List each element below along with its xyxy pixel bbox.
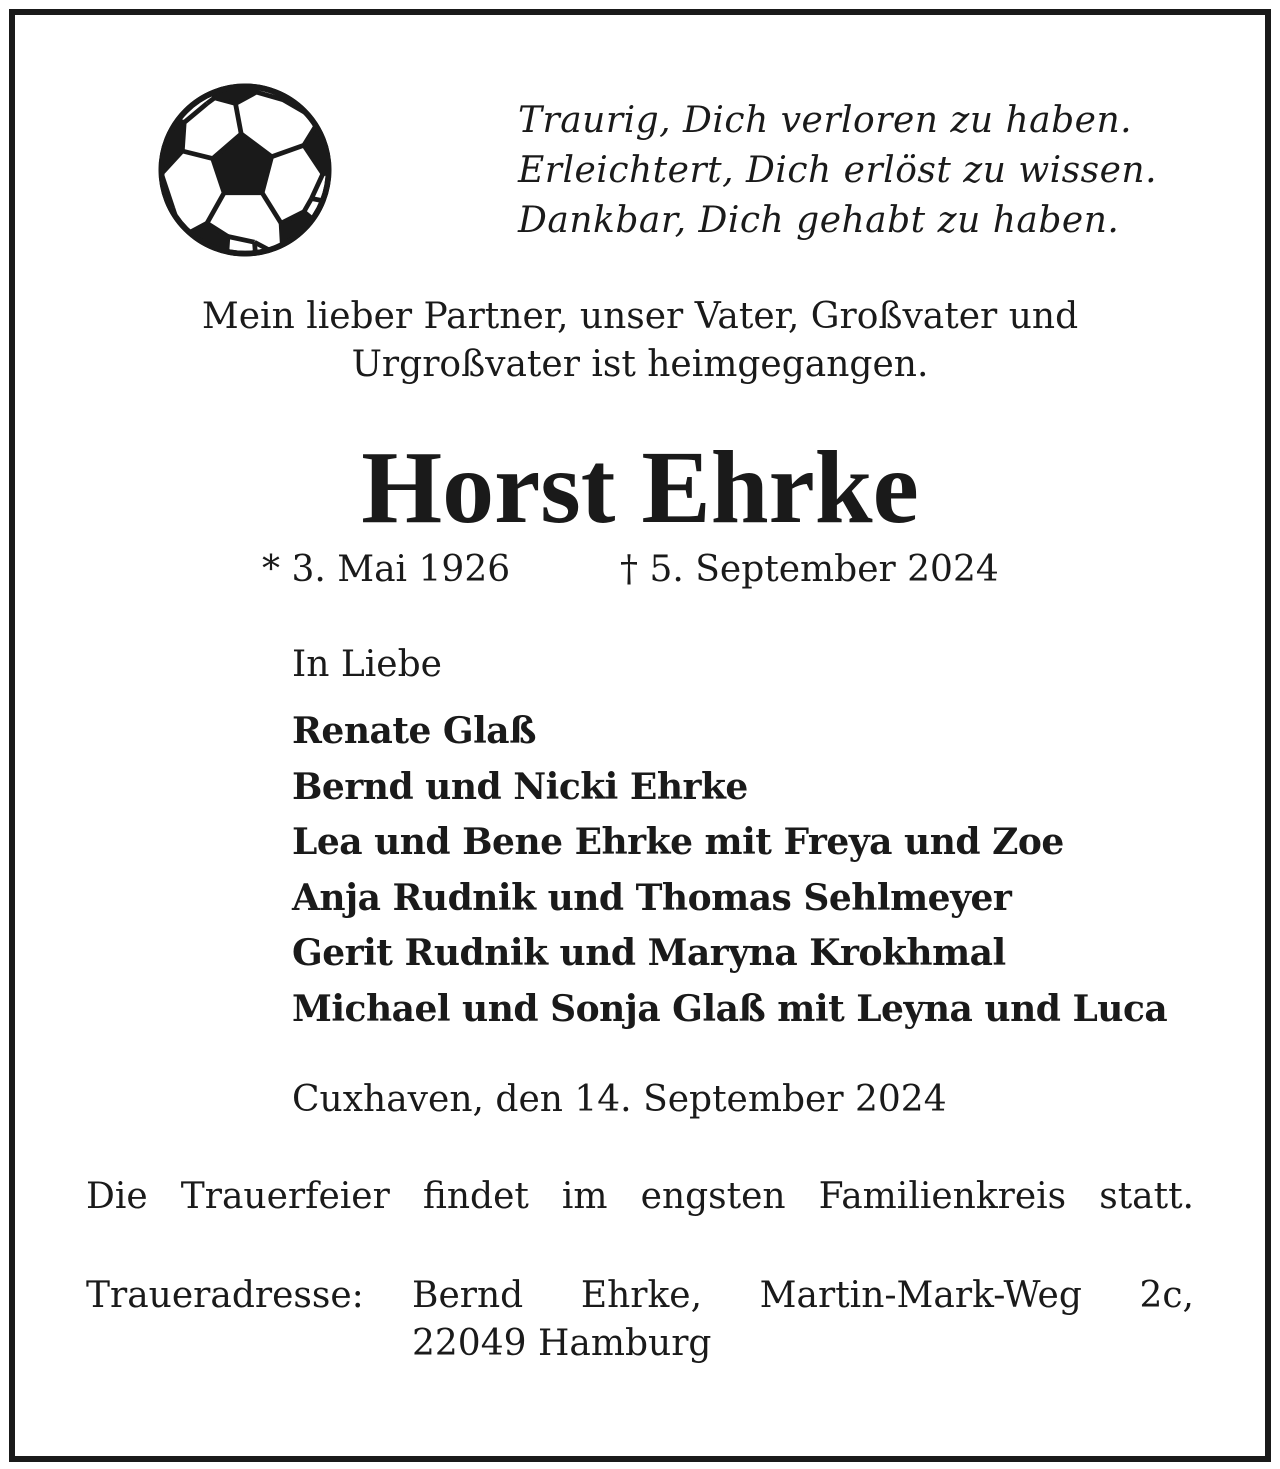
place-and-date: Cuxhaven, den 14. September 2024 — [292, 1079, 947, 1120]
mourner-line: Gerit Rudnik und Maryna Krokhmal — [292, 932, 1006, 974]
birth-date: * 3. Mai 1926 — [262, 549, 511, 590]
intro-line: Urgroßvater ist heimgegangen. — [351, 344, 929, 385]
quote-line: Erleichtert, Dich erlöst zu wissen. — [518, 150, 1158, 191]
ceremony-note: Die Trauerfeier findet im engsten Familienkreis statt. — [86, 1176, 1194, 1217]
address-line-2: 22049 Hamburg — [412, 1323, 712, 1364]
soccer-ball-icon — [150, 75, 340, 265]
death-date: † 5. September 2024 — [620, 549, 999, 590]
in-love-heading: In Liebe — [292, 644, 442, 685]
quote-line: Dankbar, Dich gehabt zu haben. — [518, 200, 1120, 241]
mourner-line: Renate Glaß — [292, 710, 536, 752]
memorial-quote — [518, 96, 1157, 246]
intro-line: Mein lieber Partner, unser Vater, Großvater und — [201, 296, 1079, 337]
mourner-line: Anja Rudnik und Thomas Sehlmeyer — [292, 876, 1012, 919]
mourner-line: Lea und Bene Ehrke mit Freya und Zoe — [292, 821, 1064, 863]
mourner-line: Michael und Sonja Glaß mit Leyna und Luca — [292, 987, 1168, 1030]
address-line-1: Bernd Ehrke, Martin-Mark-Weg 2c, — [412, 1275, 1194, 1316]
quote-line: Traurig, Dich verloren zu haben. — [518, 100, 1133, 141]
mourners-list — [292, 704, 1167, 1037]
deceased-name: Horst Ehrke — [361, 430, 919, 545]
intro-text — [0, 293, 1280, 389]
address-label: Traueradresse: — [86, 1275, 364, 1316]
mourner-line: Bernd und Nicki Ehrke — [292, 765, 748, 808]
